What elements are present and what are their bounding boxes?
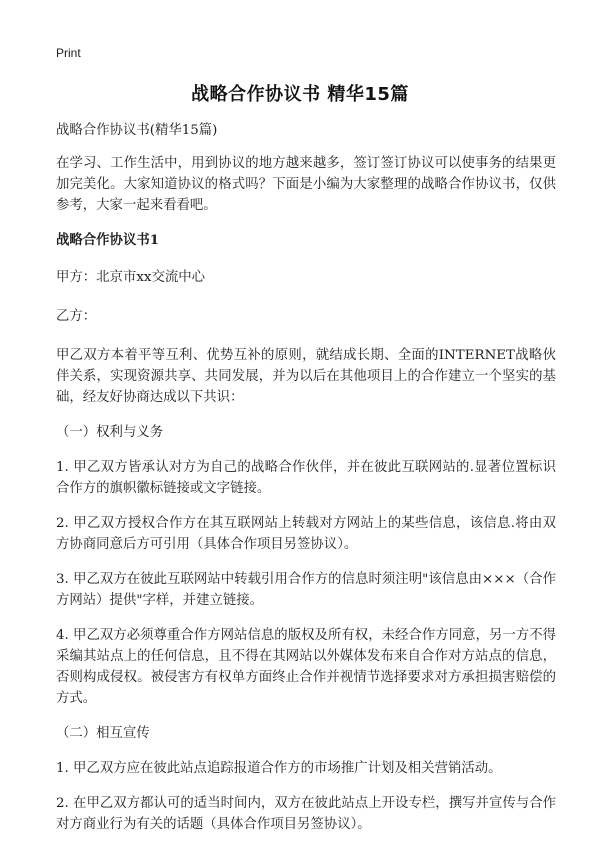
print-link[interactable]: Print	[56, 46, 81, 60]
clause-2-1: 1. 甲乙双方应在彼此站点追踪报道合作方的市场推广计划及相关营销活动。	[56, 761, 502, 776]
page-title: 战略合作协议书 精华15篇	[191, 84, 409, 105]
document-body	[56, 120, 556, 849]
section1-title: （一）权利与义务	[56, 425, 164, 440]
clause-1-4: 4. 甲乙双方必须尊重合作方网站信息的版权及所有权，未经合作方同意，另一方不得采编其站点上的任何信息，且不得在其网站以外媒体发布来自合作对方站点的信息，否则构成侵权。被侵害方有权单方面终止合作并视情节选择要求对方承担损害赔偿的方式。	[56, 628, 556, 706]
clause-1-2: 2. 甲乙双方授权合作方在其互联网站上转载对方网站上的某些信息，该信息.将由双方协商同意后方可引用（具体合作项目另签协议）。	[56, 516, 556, 552]
party-b: 乙方：	[56, 309, 97, 324]
section-heading: 战略合作协议书1	[56, 232, 160, 248]
party-a: 甲方：北京市xx交流中心	[56, 270, 206, 285]
clause-1-1: 1. 甲乙双方皆承认对方为自己的战略合作伙伴，并在彼此互联网站的.显著位置标识合作方的旗帜徽标链接或文字链接。	[56, 460, 556, 496]
intro-paragraph: 在学习、工作生活中，用到协议的地方越来越多，签订签订协议可以使事务的结果更加完美化。大家知道协议的格式吗？下面是小编为大家整理的战略合作协议书，仅供参考，大家一起来看看吧。	[56, 156, 556, 213]
document-subtitle: 战略合作协议书(精华15篇)	[56, 123, 218, 138]
clause-2-2: 2. 在甲乙双方都认可的适当时间内，双方在彼此站点上开设专栏，撰写并宣传与合作对方商业行为有关的话题（具体合作项目另签协议）。	[56, 796, 556, 832]
clause-1-3: 3. 甲乙双方在彼此互联网站中转载引用合作方的信息时须注明"该信息由×××（合作方网站）提供"字样，并建立链接。	[56, 572, 556, 608]
section2-title: （二）相互宣传	[56, 726, 150, 741]
preamble-paragraph: 甲乙双方本着平等互利、优势互补的原则，就结成长期、全面的INTERNET战略伙伴关系，实现资源共享、共同发展，并为以后在其他项目上的合作建立一个坚实的基础，经友好协商达成以下共识：	[56, 348, 556, 405]
